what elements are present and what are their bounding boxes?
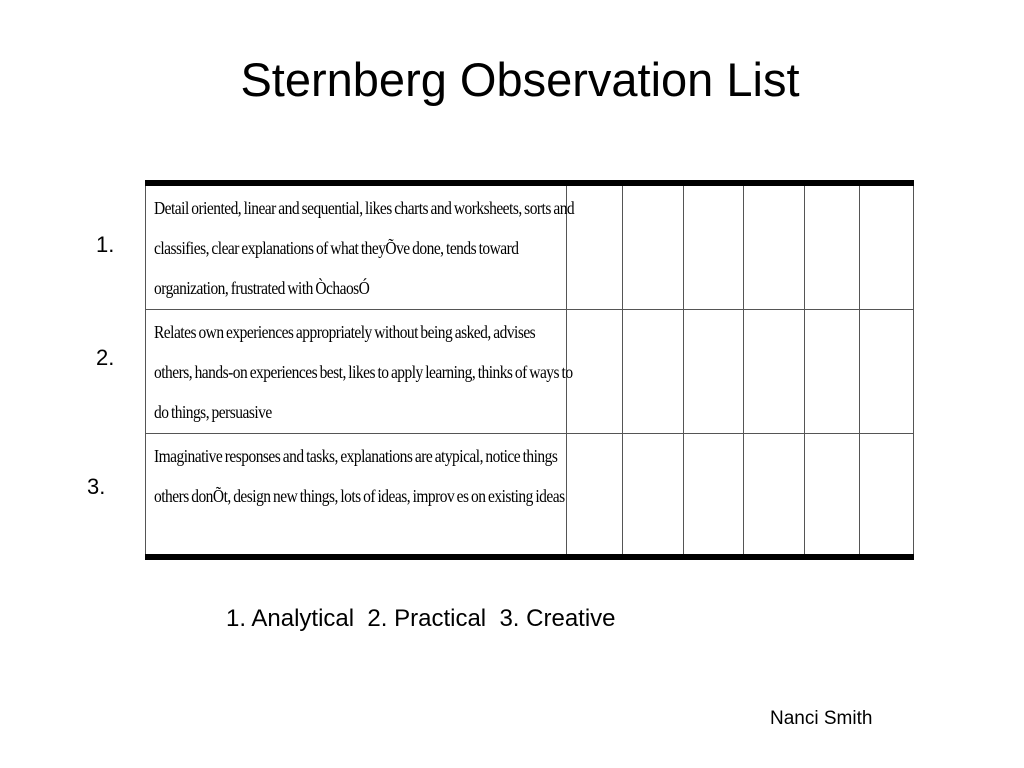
tally-cell[interactable] bbox=[744, 434, 805, 557]
slide-title: Sternberg Observation List bbox=[240, 53, 800, 106]
tally-cell[interactable] bbox=[860, 310, 914, 434]
row-number-2: 2. bbox=[96, 345, 115, 370]
tally-cell[interactable] bbox=[744, 183, 805, 310]
description-cell bbox=[146, 434, 567, 557]
row-2-description: Relates own experiences appropriately without being asked, advises others, hands-on experiences best, likes to apply learning, thinks of ways to do things, persuasive bbox=[154, 322, 573, 423]
tally-cell[interactable] bbox=[860, 183, 914, 310]
tally-cell[interactable] bbox=[744, 310, 805, 434]
tally-cell[interactable] bbox=[805, 434, 860, 557]
tally-cell[interactable] bbox=[684, 434, 744, 557]
tally-cell[interactable] bbox=[623, 310, 684, 434]
table-row bbox=[146, 434, 914, 557]
tally-cell[interactable] bbox=[684, 183, 744, 310]
row-number-3: 3. bbox=[87, 474, 106, 499]
author-name: Nanci Smith bbox=[770, 708, 873, 729]
row-3-description: Imaginative responses and tasks, explanations are atypical, notice things others donÕt, design new things, lots of ideas, improv es on existing ideas bbox=[154, 446, 565, 507]
tally-cell[interactable] bbox=[623, 434, 684, 557]
description-cell bbox=[146, 183, 575, 310]
tally-cell[interactable] bbox=[805, 183, 860, 310]
table-row bbox=[146, 183, 914, 310]
table-row bbox=[146, 310, 914, 434]
legend-text: 1. Analytical 2. Practical 3. Creative bbox=[226, 605, 616, 632]
tally-cell[interactable] bbox=[860, 434, 914, 557]
tally-cell[interactable] bbox=[805, 310, 860, 434]
tally-cell[interactable] bbox=[623, 183, 684, 310]
row-1-description: Detail oriented, linear and sequential, likes charts and worksheets, sorts and classifies, clear explanations of what theyÕve done, tends toward organization, frustrated with ÒchaosÓ bbox=[154, 198, 575, 298]
observation-table bbox=[145, 180, 914, 560]
row-number-1: 1. bbox=[96, 232, 115, 257]
description-cell bbox=[146, 310, 573, 434]
tally-cell[interactable] bbox=[684, 310, 744, 434]
